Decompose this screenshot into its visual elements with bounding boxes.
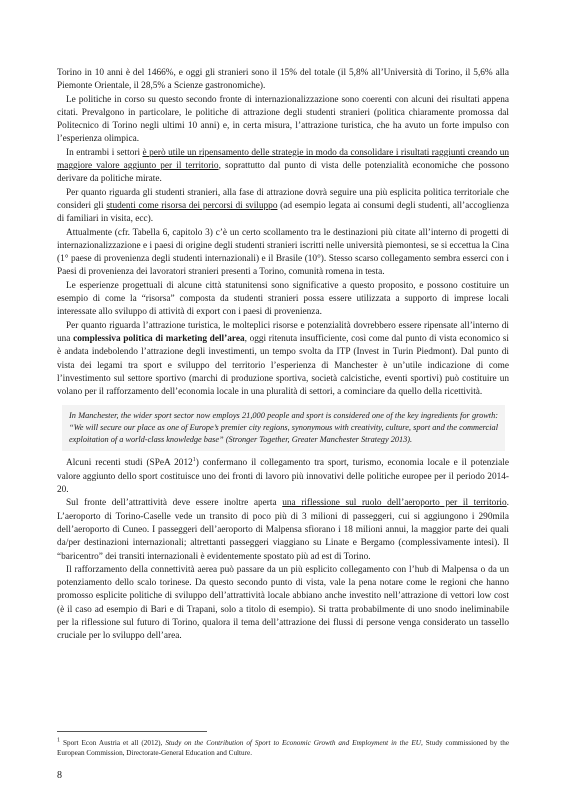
- footnote-text-end: , Study commissioned by the European Commission, Directorate-General Education and Culture.: [57, 739, 510, 757]
- page-body: [57, 67, 509, 644]
- paragraph-9-start: Sul fronte dell’attrattività deve essere inoltre aperta: [66, 498, 283, 509]
- paragraph-4-underlined: studenti come risorsa dei percorsi di sviluppo: [106, 200, 278, 211]
- footnote-title: Study on the Contribution of Sport to Economic Growth and Employment in the EU: [165, 739, 422, 747]
- paragraph-9-underlined: una riflessione sul ruolo dell’aeroporto per il territorio: [282, 498, 507, 509]
- footnote-number: 1: [57, 737, 60, 744]
- paragraph-4-start: Per quanto riguarda gli studenti stranieri, alla fase di attrazione dovrà seguire una più esplicita politica territoriale che consideri gli: [57, 187, 509, 211]
- paragraph-9: [57, 497, 509, 563]
- paragraph-3-underlined: è però utile un ripensamento delle strategie in modo da consolidare i risultati raggiunti creando un maggiore valore aggiunto per il territorio: [57, 147, 509, 172]
- paragraph-7: [57, 320, 509, 400]
- paragraph-10: Il rafforzamento della connettività aerea può passare da un più esplicito collegamento con l’hub di Malpensa o da un potenziamento dello scalo torinese. Da questo secondo punto di vista, vale la pena notare come le regioni che hanno promosso esplicite politiche di sviluppo dell’attrattività locale abbiano anche investito nell’attrazione di vettori low cost (è il caso ad esempio di Bari e di Trapani, solo a titolo di esempio). Si tratta probabilmente di uno snodo ineliminabile per la riflessione sul futuro di Torino, qualora il tema dell’attrazione dei flussi di persone venga considerato un tassello cruciale per lo sviluppo dell’area.: [57, 564, 509, 642]
- page-number: 8: [57, 770, 62, 781]
- paragraph-2: Le politiche in corso su questo secondo fronte di internazionalizzazione sono coerenti con alcuni dei risultati appena citati. Prevalgono in particolare, le politiche di attrazione degli studenti stranieri (politica chiaramente promossa dal Politecnico di Torino negli ultimi 10 anni) e, in certa misura, l’attrazione turistica, che ha avuto un forte impulso con l’esperienza olimpica.: [57, 94, 509, 145]
- footnote-ref[interactable]: 1: [192, 457, 196, 464]
- paragraph-1: Torino in 10 anni è del 1466%, e oggi gli stranieri sono il 15% del totale (il 5,8% all’Università di Torino, il 5,6% alla Piemonte Orientale, il 28,5% a Scienze gastronomiche).: [57, 68, 509, 92]
- paragraph-6: Le esperienze progettuali di alcune città statunitensi sono significative a questo proposito, e possono costituire un esempio di come la “risorsa” composta da studenti stranieri possa essere utilizzata a supporto di imprese locali interessate allo sviluppo di attività di export con i paesi di provenienza.: [57, 280, 509, 318]
- footnote-area: [57, 731, 509, 758]
- paragraph-4-end: (ad esempio legata ai consumi degli studenti, all’accoglienza di familiari in visita, ecc).: [57, 200, 509, 225]
- paragraph-3: [57, 147, 509, 187]
- paragraph-7-bold: complessiva politica di marketing dell’area: [73, 333, 245, 344]
- paragraph-7-start: Per quanto riguarda l’attrazione turistica, le molteplici risorse e potenzialità dovrebbero essere ripensate all’interno di una: [57, 320, 509, 344]
- paragraph-3-end: , soprattutto dal punto di vista delle potenzialità economiche che possono derivare da politiche mirate.: [57, 161, 509, 185]
- paragraph-3-start: In entrambi i settori: [66, 147, 143, 158]
- footnote-divider: [57, 731, 207, 732]
- paragraph-4: [57, 187, 509, 227]
- paragraph-8-end: ) confermano il collegamento tra sport, turismo, economia locale e il potenziale valore aggiunto dello sport costituisce uno dei fronti di lavoro più innovativi delle politiche europee per il periodo 2014-20.: [57, 458, 509, 496]
- paragraph-5: Attualmente (cfr. Tabella 6, capitolo 3) c’è un certo scollamento tra le destinazioni più citate all’interno di progetti di internazionalizzazione e i paesi di origine degli studenti stranieri iscritti nelle università piemontesi, se si eccettua la Cina (1° paese di provenienza degli studenti internazionali) e il Brasile (10°). Stesso scarso collegamento sembra esserci con i Paesi di provenienza dei lavoratori stranieri presenti a Torino, comunità romena in testa.: [57, 227, 509, 278]
- paragraph-8: [57, 457, 509, 497]
- paragraph-8-start: Alcuni recenti studi (SPeA 2012: [66, 458, 193, 469]
- footnote-1: [57, 738, 509, 758]
- paragraph-9-end: . L’aeroporto di Torino-Caselle vede un transito di poco più di 3 milioni di passeggeri, cui si aggiungono i 290mila dell’aeroporto di Cuneo. I passeggeri dell’aeroporto di Malpensa sfiorano i 18 milioni annui, la maggior parte dei quali da/per destinazioni internazionali; altrettanti passeggeri viaggiano su Linate e Bergamo (complessivamente intesi). Il “baricentro” dei transiti internazionali è evidentemente spostato più ad est di Torino.: [57, 498, 509, 562]
- footnote-text-start: Sport Econ Austria et all (2012),: [60, 739, 166, 747]
- manchester-quote-box: In Manchester, the wider sport sector now employs 21,000 people and sport is considered one of the key ingredients for growth: “We will secure our place as one of Europe’s premier city regions, synonymous with creativity, culture, sport and the commercial exploitation of a world-class knowledge base” (Stronger Together, Greater Manchester Strategy 2013).: [62, 405, 505, 451]
- paragraph-7-end: , oggi ritenuta insufficiente, così come dal punto di vista economico si è andata indebolendo l’attrazione degli investimenti, un tempo svolta da ITP (Invest in Turin Piedmont). Dal punto di vista dei legami tra sport e sviluppo del territorio l’esperienza di Manchester è un’utile indicazione di come l’investimento sul settore sportivo (marchi di produzione sportiva, società calcistiche, eventi sportivi) può costituire un volano per il rafforzamento dell’economia locale in una pluralità di settori, a cominciare da quello della ricettività.: [57, 333, 510, 398]
